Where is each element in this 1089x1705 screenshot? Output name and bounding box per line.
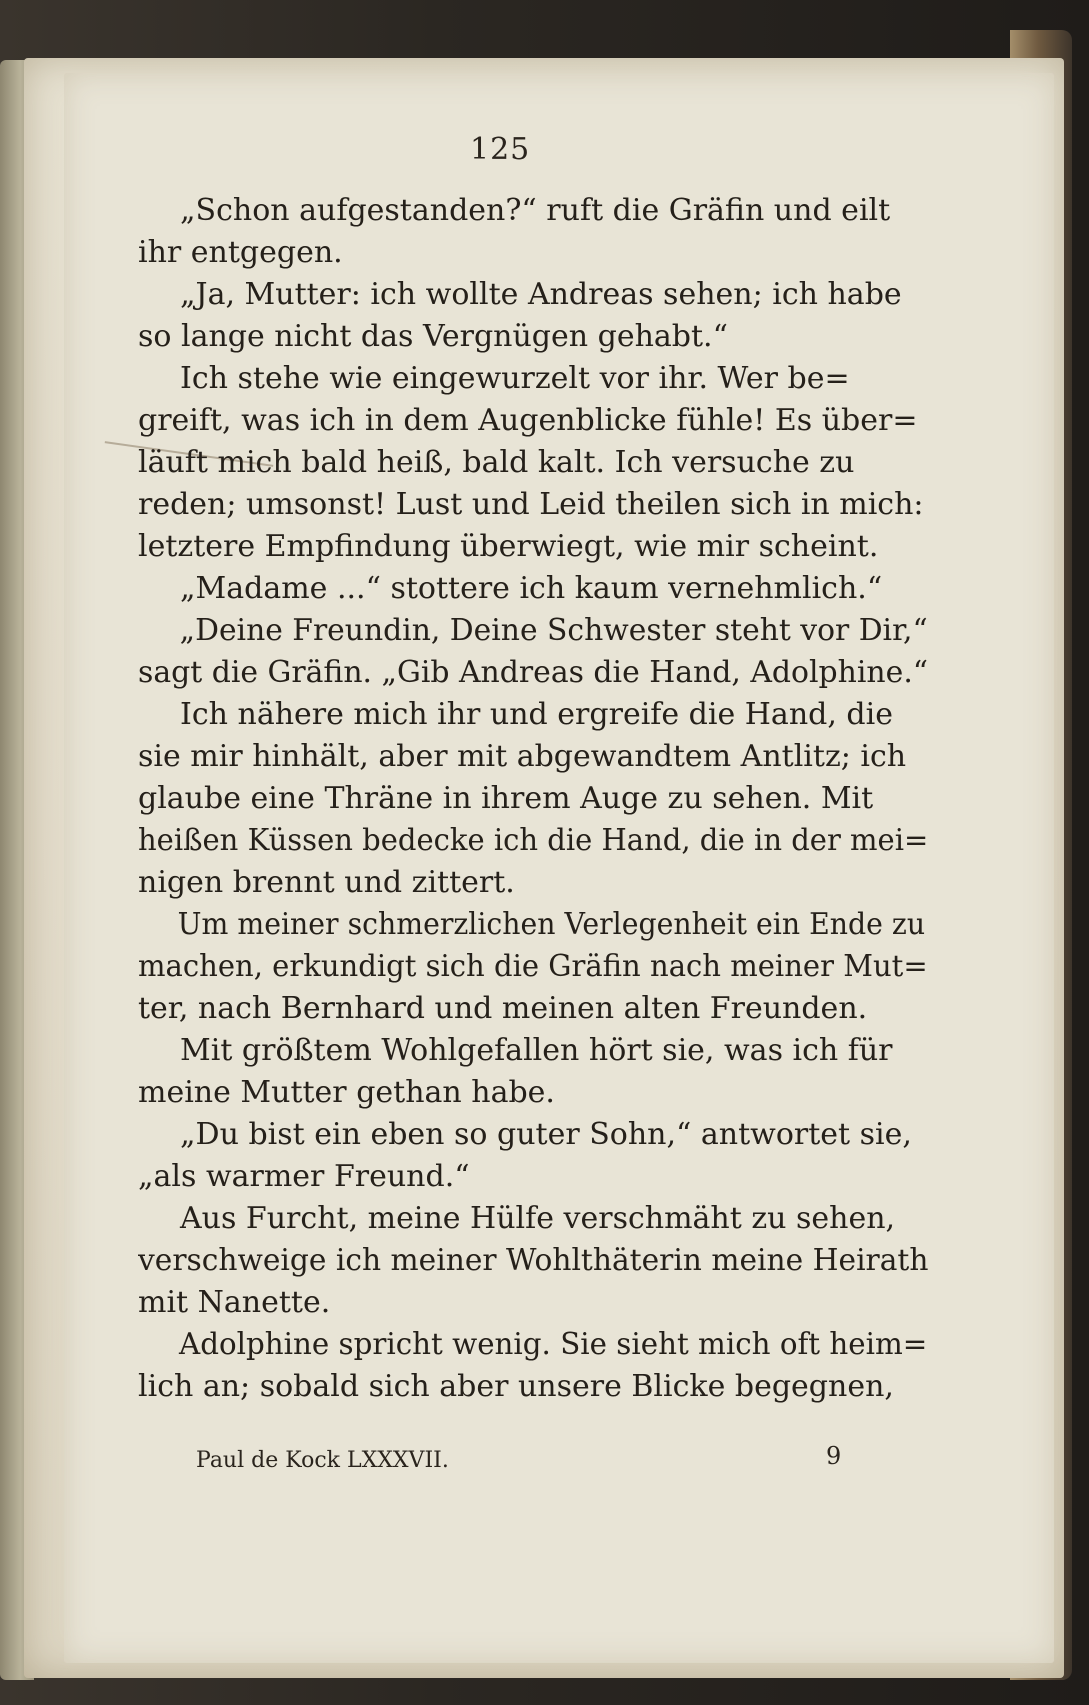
text-line: Aus Furcht, meine Hülfe verschmäht zu sehen, — [180, 1201, 896, 1236]
text-line: sie mir hinhält, aber mit abgewandtem Antlitz; ich — [138, 739, 907, 774]
printer-signature: Paul de Kock LXXXVII. — [196, 1448, 449, 1473]
text-line: ter, nach Bernhard und meinen alten Freunden. — [138, 991, 868, 1026]
text-line: greift, was ich in dem Augenblicke fühle! Es über= — [138, 403, 918, 438]
text-line: letztere Empfindung überwiegt, wie mir scheint. — [138, 529, 879, 564]
text-line: Ich nähere mich ihr und ergreife die Hand, die — [180, 697, 893, 732]
text-line: nigen brennt und zittert. — [138, 865, 515, 900]
text-line: „Madame ...“ stottere ich kaum vernehmlich.“ — [180, 571, 883, 606]
text-line: mit Nanette. — [138, 1285, 331, 1320]
text-line: Ich stehe wie eingewurzelt vor ihr. Wer be= — [180, 361, 850, 396]
text-line: heißen Küssen bedecke ich die Hand, die in der mei= — [138, 823, 929, 858]
text-line: „Ja, Mutter: ich wollte Andreas sehen; ich habe — [180, 277, 902, 312]
text-line: sagt die Gräfin. „Gib Andreas die Hand, Adolphine.“ — [138, 655, 929, 690]
text-line: verschweige ich meiner Wohlthäterin meine Heirath — [138, 1243, 929, 1278]
text-line: glaube eine Thräne in ihrem Auge zu sehen. Mit — [138, 781, 874, 816]
text-line: Um meiner schmerzlichen Verlegenheit ein Ende zu — [177, 907, 926, 942]
page-footer — [196, 1442, 916, 1488]
body-text — [138, 190, 928, 1408]
text-line: lich an; sobald sich aber unsere Blicke begegnen, — [138, 1369, 894, 1404]
text-line: meine Mutter gethan habe. — [138, 1075, 555, 1110]
text-line: „Deine Freundin, Deine Schwester steht vor Dir,“ — [179, 613, 928, 648]
text-line: machen, erkundigt sich die Gräfin nach meiner Mut= — [138, 949, 928, 984]
text-line: ihr entgegen. — [138, 235, 343, 270]
text-line: „Schon aufgestanden?“ ruft die Gräfin und eilt — [180, 193, 891, 228]
text-line: „Du bist ein eben so guter Sohn,“ antwortet sie, — [180, 1117, 912, 1152]
text-line: so lange nicht das Vergnügen gehabt.“ — [138, 319, 728, 354]
text-line: Adolphine spricht wenig. Sie sieht mich oft heim= — [179, 1327, 928, 1362]
text-line: „als warmer Freund.“ — [138, 1159, 470, 1194]
text-line: läuft mich bald heiß, bald kalt. Ich versuche zu — [138, 445, 855, 480]
text-line: reden; umsonst! Lust und Leid theilen sich in mich: — [138, 487, 924, 522]
page-number: 125 — [470, 132, 531, 167]
signature-mark: 9 — [826, 1442, 842, 1470]
text-line: Mit größtem Wohlgefallen hört sie, was ich für — [180, 1033, 893, 1068]
